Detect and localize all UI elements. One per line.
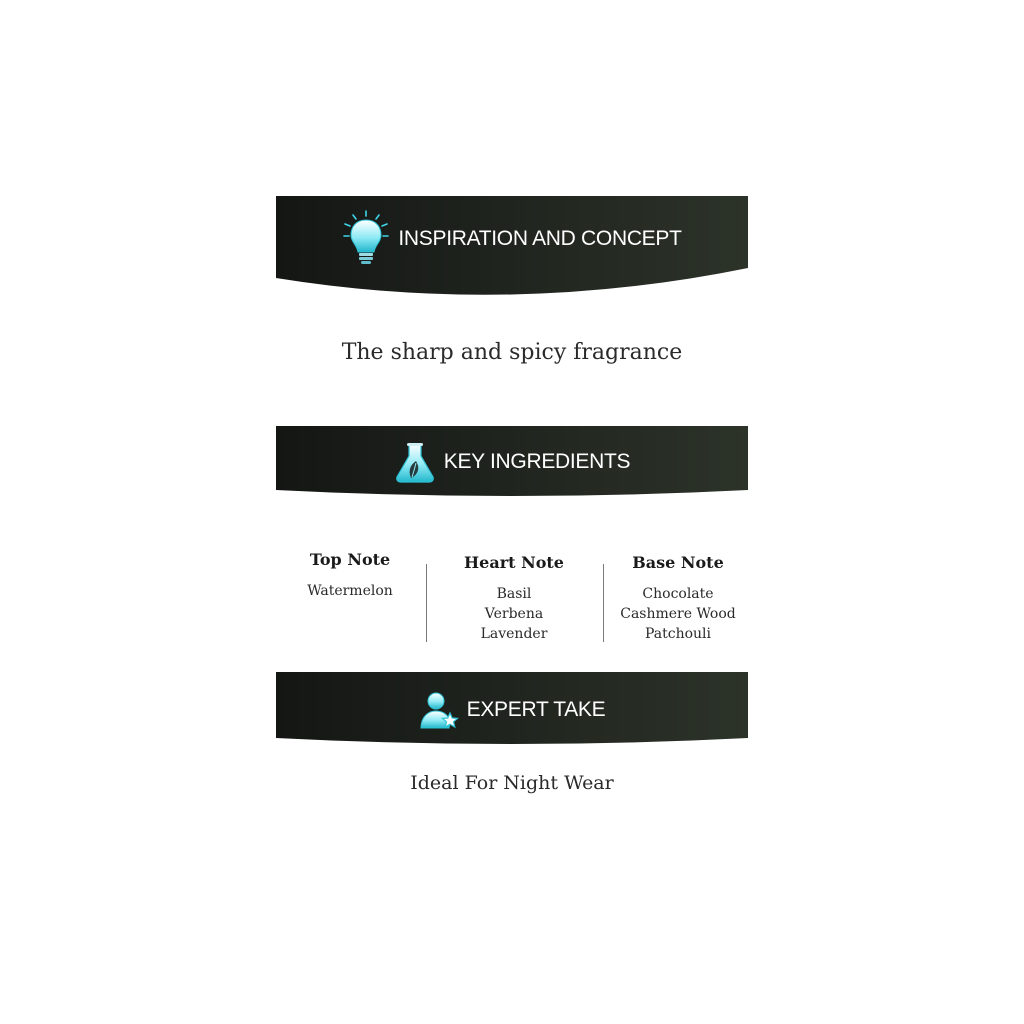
expert-banner [276,672,748,746]
heart-note-item: Verbena [484,606,544,622]
base-note-column [610,553,746,644]
column-divider [603,564,604,642]
heart-note-item: Lavender [480,626,548,642]
heart-note-heading: Heart Note [464,553,564,572]
ingredients-title: KEY INGREDIENTS [443,450,631,473]
base-note-item: Chocolate [642,586,714,602]
top-note-column [284,550,416,601]
light-bulb-icon [342,210,390,268]
heart-note-item: Basil [496,586,532,602]
base-note-item: Patchouli [644,626,712,642]
ingredients-banner [276,426,748,498]
top-note-heading: Top Note [309,550,391,569]
expert-text: Ideal For Night Wear [410,772,614,794]
column-divider [426,564,427,642]
base-note-item: Cashmere Wood [620,606,736,622]
inspiration-text: The sharp and spicy fragrance [341,340,683,365]
expert-title: EXPERT TAKE [466,698,606,721]
top-note-item: Watermelon [307,583,393,599]
flask-icon [394,441,436,483]
base-note-heading: Base Note [632,553,724,572]
inspiration-banner [276,196,748,296]
notes-table [276,550,748,650]
heart-note-column [444,553,584,644]
user-star-icon [419,690,459,730]
inspiration-title: INSPIRATION AND CONCEPT [398,227,682,250]
